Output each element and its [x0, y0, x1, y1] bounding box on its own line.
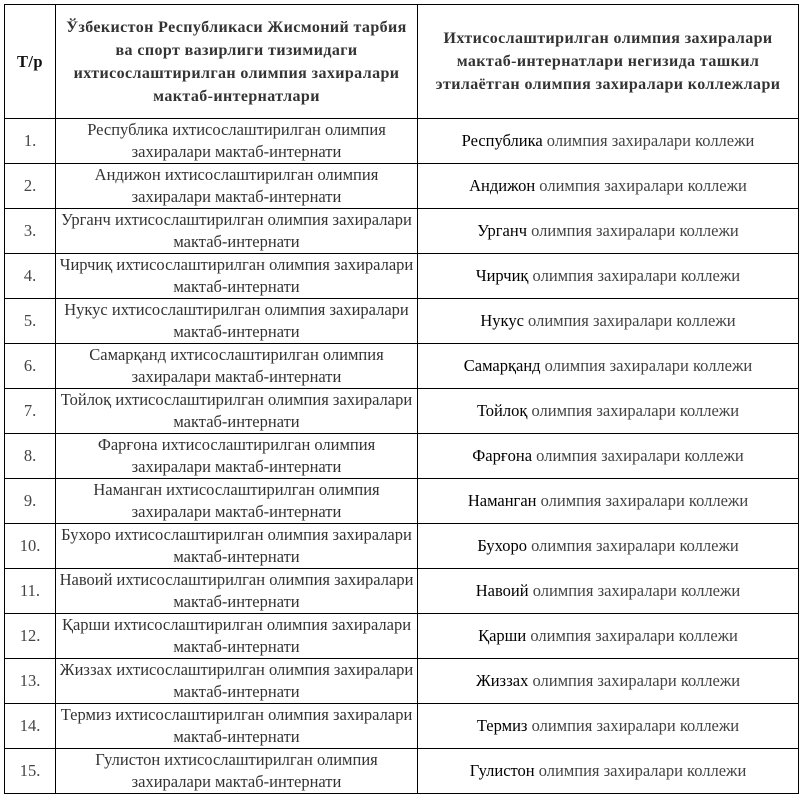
table-row	[5, 704, 799, 749]
college-city: Самарқанд	[463, 356, 541, 375]
college-type: олимпия захиралари коллежи	[540, 491, 749, 510]
college-type: олимпия захиралари коллежи	[531, 401, 740, 420]
school-name: Наманган ихтисослаштирилган олимпия захиралари мактаб-интернати	[56, 479, 418, 524]
college-type: олимпия захиралари коллежи	[528, 311, 736, 330]
school-name: Бухоро ихтисослаштирилган олимпия захиралари мактаб-интернати	[56, 524, 418, 569]
college-type: олимпия захиралари коллежи	[536, 446, 744, 465]
college-name	[418, 254, 799, 299]
row-number: 12.	[5, 614, 56, 659]
college-city: Тойлоқ	[476, 401, 528, 420]
school-name: Гулистон ихтисослаштирилган олимпия захиралари мактаб-интернати	[56, 749, 418, 794]
school-name: Тойлоқ ихтисослаштирилган олимпия захиралари мактаб-интернати	[56, 389, 418, 434]
college-type: олимпия захиралари коллежи	[531, 716, 740, 735]
college-city: Гулистон	[469, 761, 535, 780]
school-name: Республика ихтисослаштирилган олимпия захиралари мактаб-интернати	[56, 119, 418, 164]
school-name: Жиззах ихтисослаштирилган олимпия захиралари мактаб-интернати	[56, 659, 418, 704]
college-city: Республика	[461, 131, 543, 150]
college-name	[418, 749, 799, 794]
college-type: олимпия захиралари коллежи	[530, 626, 738, 645]
table-row	[5, 524, 799, 569]
row-number: 8.	[5, 434, 56, 479]
table-row	[5, 749, 799, 794]
school-name: Урганч ихтисослаштирилган олимпия захиралари мактаб-интернати	[56, 209, 418, 254]
college-city: Фарғона	[472, 446, 533, 465]
college-name	[418, 389, 799, 434]
school-name: Чирчиқ ихтисослаштирилган олимпия захиралари мактаб-интернати	[56, 254, 418, 299]
college-type: олимпия захиралари коллежи	[546, 131, 755, 150]
college-city: Чирчиқ	[475, 266, 529, 285]
table-row	[5, 299, 799, 344]
table-row	[5, 344, 799, 389]
college-type: олимпия захиралари коллежи	[531, 221, 739, 240]
table-row	[5, 659, 799, 704]
row-number: 11.	[5, 569, 56, 614]
table-body	[5, 119, 799, 794]
row-number: 6.	[5, 344, 56, 389]
college-city: Андижон	[469, 176, 536, 195]
college-name	[418, 524, 799, 569]
school-name: Нукус ихтисослаштирилган олимпия захиралари мактаб-интернати	[56, 299, 418, 344]
row-number: 2.	[5, 164, 56, 209]
row-number: 14.	[5, 704, 56, 749]
header-colleges: Ихтисослаштирилган олимпия захиралари мактаб-интернатлари негизида ташкил этилаётган олимпия захиралари коллежлари	[418, 5, 799, 119]
college-name	[418, 344, 799, 389]
institutions-table	[4, 4, 799, 794]
row-number: 1.	[5, 119, 56, 164]
college-city: Навоий	[475, 581, 529, 600]
school-name: Қарши ихтисослаштирилган олимпия захиралари мактаб-интернати	[56, 614, 418, 659]
college-city: Қарши	[478, 626, 527, 645]
table-row	[5, 389, 799, 434]
college-name	[418, 704, 799, 749]
school-name: Самарқанд ихтисослаштирилган олимпия захиралари мактаб-интернати	[56, 344, 418, 389]
college-name	[418, 569, 799, 614]
row-number: 13.	[5, 659, 56, 704]
table-row	[5, 434, 799, 479]
college-city: Наманган	[467, 491, 537, 510]
header-schools: Ўзбекистон Республикаси Жисмоний тарбия ва спорт вазирлиги тизимидаги ихтисослаштирилган олимпия захиралари мактаб-интернатлари	[56, 5, 418, 119]
table-row	[5, 614, 799, 659]
college-type: олимпия захиралари коллежи	[532, 266, 741, 285]
college-name	[418, 614, 799, 659]
college-type: олимпия захиралари коллежи	[539, 176, 747, 195]
row-number: 9.	[5, 479, 56, 524]
row-number: 15.	[5, 749, 56, 794]
table-row	[5, 119, 799, 164]
college-city: Термиз	[476, 716, 528, 735]
college-city: Нукус	[480, 311, 524, 330]
table-row	[5, 479, 799, 524]
college-name	[418, 299, 799, 344]
college-type: олимпия захиралари коллежи	[544, 356, 753, 375]
college-name	[418, 164, 799, 209]
school-name: Андижон ихтисослаштирилган олимпия захиралари мактаб-интернати	[56, 164, 418, 209]
row-number: 3.	[5, 209, 56, 254]
college-type: олимпия захиралари коллежи	[532, 671, 741, 690]
header-number: Т/р	[5, 5, 56, 119]
row-number: 7.	[5, 389, 56, 434]
college-city: Бухоро	[477, 536, 527, 555]
row-number: 5.	[5, 299, 56, 344]
college-city: Жиззах	[475, 671, 529, 690]
table-row	[5, 569, 799, 614]
college-name	[418, 209, 799, 254]
school-name: Фарғона ихтисослаштирилган олимпия захиралари мактаб-интернати	[56, 434, 418, 479]
table-row	[5, 254, 799, 299]
row-number: 10.	[5, 524, 56, 569]
college-city: Урганч	[477, 221, 527, 240]
college-name	[418, 434, 799, 479]
school-name: Термиз ихтисослаштирилган олимпия захиралари мактаб-интернати	[56, 704, 418, 749]
college-name	[418, 119, 799, 164]
college-type: олимпия захиралари коллежи	[538, 761, 747, 780]
college-name	[418, 479, 799, 524]
college-name	[418, 659, 799, 704]
school-name: Навоий ихтисослаштирилган олимпия захиралари мактаб-интернати	[56, 569, 418, 614]
college-type: олимпия захиралари коллежи	[532, 581, 741, 600]
header-row	[5, 5, 799, 119]
table-row	[5, 209, 799, 254]
table-row	[5, 164, 799, 209]
row-number: 4.	[5, 254, 56, 299]
college-type: олимпия захиралари коллежи	[531, 536, 739, 555]
